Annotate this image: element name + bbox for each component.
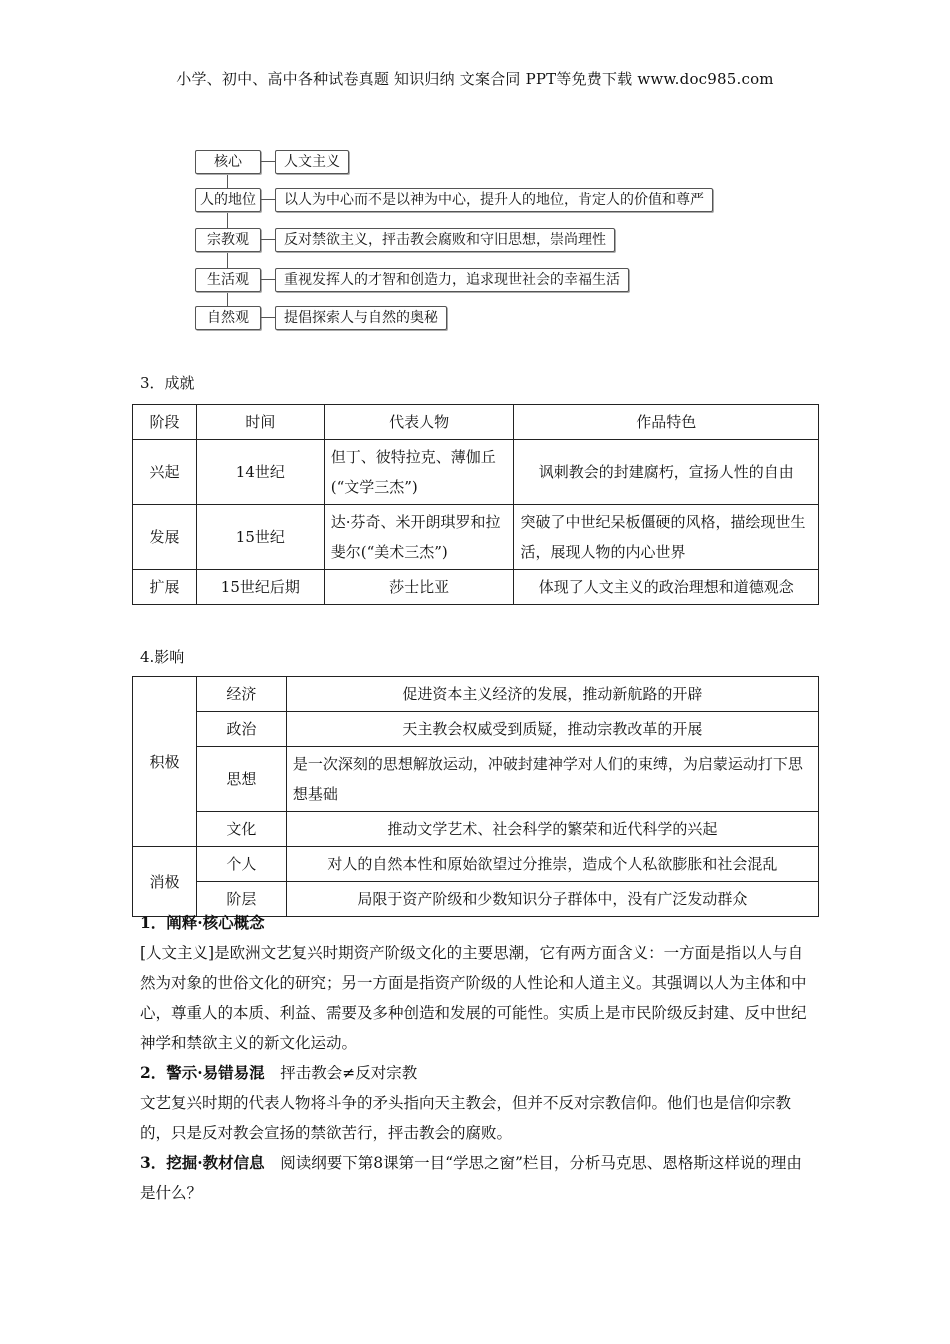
diagram-value: 重视发挥人的才智和创造力，追求现世社会的幸福生活 bbox=[275, 268, 629, 292]
section-title: 3．成就 bbox=[140, 374, 195, 392]
table-cell: 经济 bbox=[196, 677, 286, 712]
diagram-key: 自然观 bbox=[195, 306, 261, 330]
category-cell: 积极 bbox=[133, 677, 197, 847]
table-cell: 个人 bbox=[196, 847, 286, 882]
table-row bbox=[133, 712, 819, 747]
table-cell: 15世纪 bbox=[196, 505, 324, 570]
section-title: 4.影响 bbox=[140, 648, 185, 666]
note-title: 3．挖掘·教材信息 bbox=[140, 1153, 265, 1172]
table-cell: 15世纪后期 bbox=[196, 570, 324, 605]
connector bbox=[227, 292, 228, 306]
column-header: 代表人物 bbox=[324, 405, 514, 440]
note-text: [人文主义]是欧洲文艺复兴时期资产阶级文化的主要思潮，它有两方面含义：一方面是指以人与自然为对象的世俗文化的研究；另一方面是指资产阶级的人性论和人道主义。其强调以人为主体和中心，尊重人的本质、利益、需要及多种创造和发展的可能性。实质上是市民阶级反封建、反中世纪神学和禁欲主义的新文化运动。 bbox=[140, 944, 807, 1052]
table-cell: 是一次深刻的思想解放运动，冲破封建神学对人们的束缚，为启蒙运动打下思想基础 bbox=[286, 747, 818, 812]
table-cell: 发展 bbox=[133, 505, 197, 570]
table-cell: 讽刺教会的封建腐朽，宣扬人性的自由 bbox=[514, 440, 819, 505]
table-header-row bbox=[133, 405, 819, 440]
note-title: 2．警示·易错易混 bbox=[140, 1063, 265, 1082]
note-subtitle: 抨击教会≠反对宗教 bbox=[280, 1064, 418, 1082]
table-row bbox=[133, 812, 819, 847]
note-text: 文艺复兴时期的代表人物将斗争的矛头指向天主教会，但并不反对宗教信仰。他们也是信仰宗教的，只是反对教会宣扬的禁欲苦行，抨击教会的腐败。 bbox=[140, 1094, 792, 1142]
diagram-value: 以人为中心而不是以神为中心，提升人的地位，肯定人的价值和尊严 bbox=[275, 188, 713, 212]
table-cell: 推动文学艺术、社会科学的繁荣和近代科学的兴起 bbox=[286, 812, 818, 847]
diagram-key: 宗教观 bbox=[195, 228, 261, 252]
table-row bbox=[133, 847, 819, 882]
table-cell: 突破了中世纪呆板僵硬的风格，描绘现世生活，展现人物的内心世界 bbox=[514, 505, 819, 570]
table-cell: 阶层 bbox=[196, 882, 286, 917]
table-row bbox=[133, 505, 819, 570]
note-title: 1．阐释·核心概念 bbox=[140, 913, 265, 932]
page-header: 小学、初中、高中各种试卷真题 知识归纳 文案合同 PPT等免费下载 www.doc985.com bbox=[176, 70, 774, 88]
table-cell: 思想 bbox=[196, 747, 286, 812]
achievements-table bbox=[132, 404, 819, 605]
table-row bbox=[133, 677, 819, 712]
table-cell: 体现了人文主义的政治理想和道德观念 bbox=[514, 570, 819, 605]
influence-table bbox=[132, 676, 819, 917]
table-row bbox=[133, 747, 819, 812]
connector bbox=[227, 252, 228, 268]
table-cell: 14世纪 bbox=[196, 440, 324, 505]
table-cell: 政治 bbox=[196, 712, 286, 747]
table-cell: 局限于资产阶级和少数知识分子群体中，没有广泛发动群众 bbox=[286, 882, 818, 917]
note-text: 阅读纲要下第8课第一目“学思之窗”栏目，分析马克思、恩格斯这样说的理由是什么？ bbox=[140, 1154, 802, 1202]
diagram-value: 提倡探索人与自然的奥秘 bbox=[275, 306, 447, 330]
table-row bbox=[133, 570, 819, 605]
table-cell: 对人的自然本性和原始欲望过分推崇，造成个人私欲膨胀和社会混乱 bbox=[286, 847, 818, 882]
table-cell: 达·芬奇、米开朗琪罗和拉斐尔(“美术三杰”) bbox=[324, 505, 514, 570]
table-cell: 扩展 bbox=[133, 570, 197, 605]
diagram-key: 核心 bbox=[195, 150, 261, 174]
table-cell: 促进资本主义经济的发展，推动新航路的开辟 bbox=[286, 677, 818, 712]
diagram-value: 反对禁欲主义，抨击教会腐败和守旧思想，崇尚理性 bbox=[275, 228, 615, 252]
diagram-key: 人的地位 bbox=[195, 188, 261, 212]
category-cell: 消极 bbox=[133, 847, 197, 917]
table-cell: 天主教会权威受到质疑，推动宗教改革的开展 bbox=[286, 712, 818, 747]
diagram-value: 人文主义 bbox=[275, 150, 349, 174]
column-header: 时间 bbox=[196, 405, 324, 440]
table-cell: 文化 bbox=[196, 812, 286, 847]
table-row bbox=[133, 440, 819, 505]
table-cell: 莎士比亚 bbox=[324, 570, 514, 605]
table-cell: 兴起 bbox=[133, 440, 197, 505]
column-header: 阶段 bbox=[133, 405, 197, 440]
notes bbox=[140, 908, 812, 1208]
table-cell: 但丁、彼特拉克、薄伽丘(“文学三杰”) bbox=[324, 440, 514, 505]
diagram-key: 生活观 bbox=[195, 268, 261, 292]
column-header: 作品特色 bbox=[514, 405, 819, 440]
